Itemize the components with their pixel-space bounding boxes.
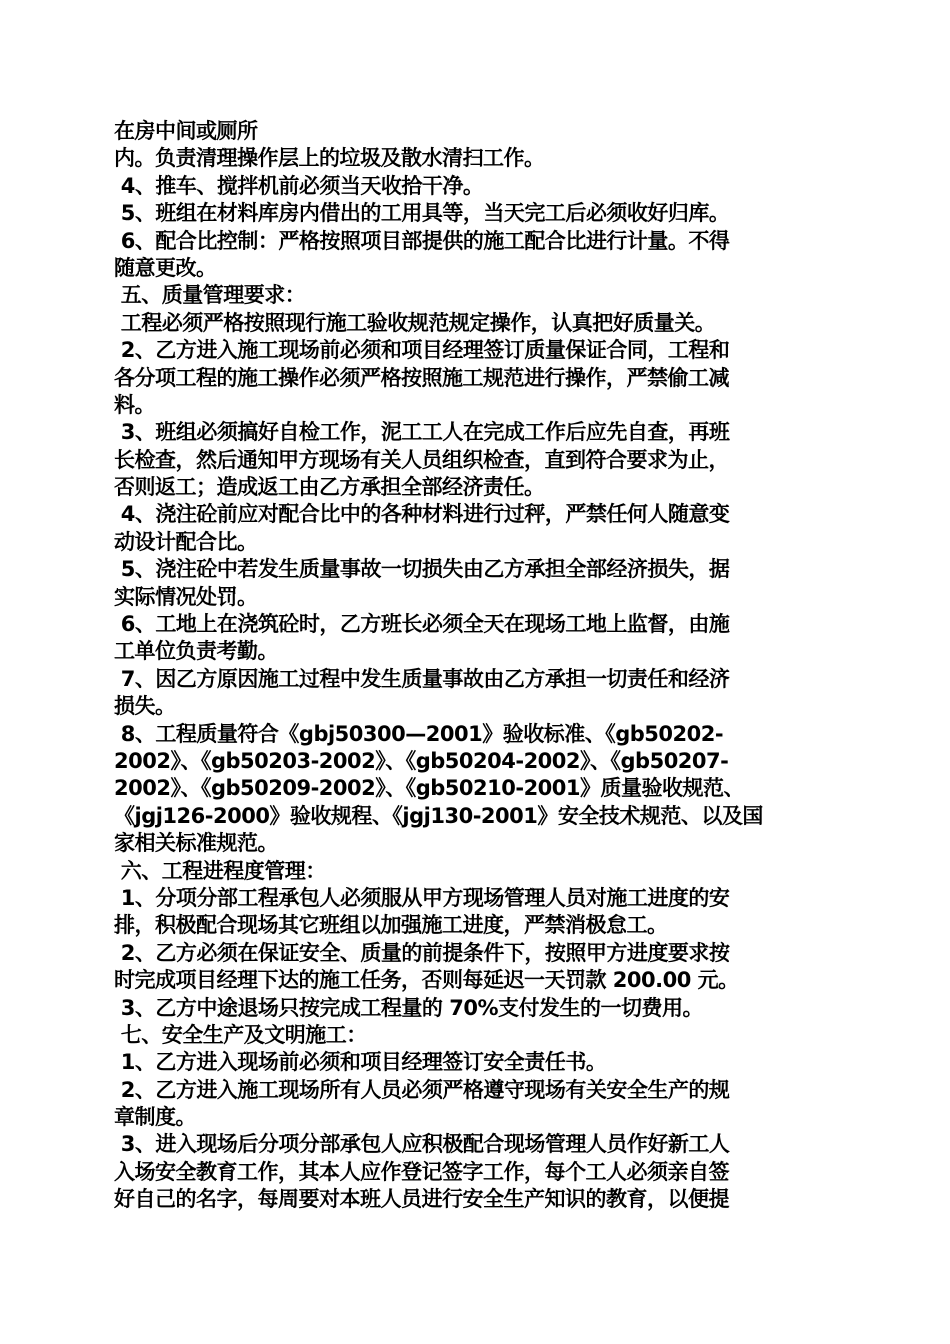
section-heading: 五、质量管理要求：: [114, 283, 306, 308]
text-line: 入场安全教育工作，其本人应作登记签字工作，每个工人必须亲自签: [114, 1159, 729, 1184]
text-line: 工程必须严格按照现行施工验收规范规定操作，认真把好质量关。: [114, 310, 716, 335]
text-line: 1、分项分部工程承包人必须服从甲方现场管理人员对施工进度的安: [114, 885, 730, 910]
text-line: 2002》、《gb50203-2002》、《gb50204-2002》、《gb50207-: [114, 748, 729, 773]
text-line: 好自己的名字，每周要对本班人员进行安全生产知识的教育，以便提: [114, 1187, 729, 1212]
text-line: 3、进入现场后分项分部承包人应积极配合现场管理人员作好新工人: [114, 1132, 730, 1157]
text-line: 排，积极配合现场其它班组以加强施工进度，严禁消极怠工。: [114, 913, 668, 938]
section-heading: 六、工程进程度管理：: [114, 858, 326, 883]
document-page: [114, 118, 834, 1214]
text-line: 随意更改。: [114, 255, 217, 280]
text-line: 4、推车、搅拌机前必须当天收拾干净。: [114, 173, 484, 198]
text-line: 损失。: [114, 694, 176, 719]
text-line: 2、乙方必须在保证安全、质量的前提条件下，按照甲方进度要求按: [114, 940, 730, 965]
text-line: 3、班组必须搞好自检工作，泥工工人在完成工作后应先自查，再班: [114, 420, 730, 445]
text-line: 动设计配合比。: [114, 529, 258, 554]
text-line: 1、乙方进入现场前必须和项目经理签订安全责任书。: [114, 1050, 607, 1075]
text-line: 否则返工；造成返工由乙方承担全部经济责任。: [114, 475, 545, 500]
text-line: 工单位负责考勤。: [114, 639, 278, 664]
text-line: 2、乙方进入施工现场所有人员必须严格遵守现场有关安全生产的规: [114, 1077, 730, 1102]
text-line: 料。: [114, 392, 155, 417]
text-line: 2002》、《gb50209-2002》、《gb50210-2001》质量验收规范、: [114, 776, 745, 801]
section-heading: 七、安全生产及文明施工：: [114, 1022, 367, 1047]
text-line: 5、浇注砼中若发生质量事故一切损失由乙方承担全部经济损失，据: [114, 557, 730, 582]
text-line: 4、浇注砼前应对配合比中的各种材料进行过秤，严禁任何人随意变: [114, 502, 730, 527]
text-line: 长检查，然后通知甲方现场有关人员组织检查，直到符合要求为止，: [114, 447, 729, 472]
text-line: 8、工程质量符合《gbj50300—2001》验收标准、《gb50202-: [114, 721, 724, 746]
text-line: 在房中间或厕所: [114, 119, 258, 143]
text-line: 家相关标准规范。: [114, 831, 278, 856]
text-line: 章制度。: [114, 1105, 196, 1130]
text-line: 实际情况处罚。: [114, 584, 258, 609]
text-line: 《jgj126-2000》验收规程、《jgj130-2001》安全技术规范、以及国: [114, 803, 763, 828]
text-line: 3、乙方中途退场只按完成工程量的 70%支付发生的一切费用。: [114, 995, 703, 1020]
text-line: 5、班组在材料库房内借出的工用具等，当天完工后必须收好归库。: [114, 201, 730, 226]
text-line: 各分项工程的施工操作必须严格按照施工规范进行操作，严禁偷工减: [114, 365, 729, 390]
text-line: 6、配合比控制：严格按照项目部提供的施工配合比进行计量。不得: [114, 228, 730, 253]
text-line: 内。负责清理操作层上的垃圾及散水清扫工作。: [114, 146, 545, 171]
text-line: 6、工地上在浇筑砼时，乙方班长必须全天在现场工地上监督，由施: [114, 612, 730, 637]
text-line: 7、因乙方原因施工过程中发生质量事故由乙方承担一切责任和经济: [114, 666, 730, 691]
text-line: 2、乙方进入施工现场前必须和项目经理签订质量保证合同，工程和: [114, 338, 730, 363]
text-line: 时完成项目经理下达的施工任务，否则每延迟一天罚款 200.00 元。: [114, 968, 739, 993]
